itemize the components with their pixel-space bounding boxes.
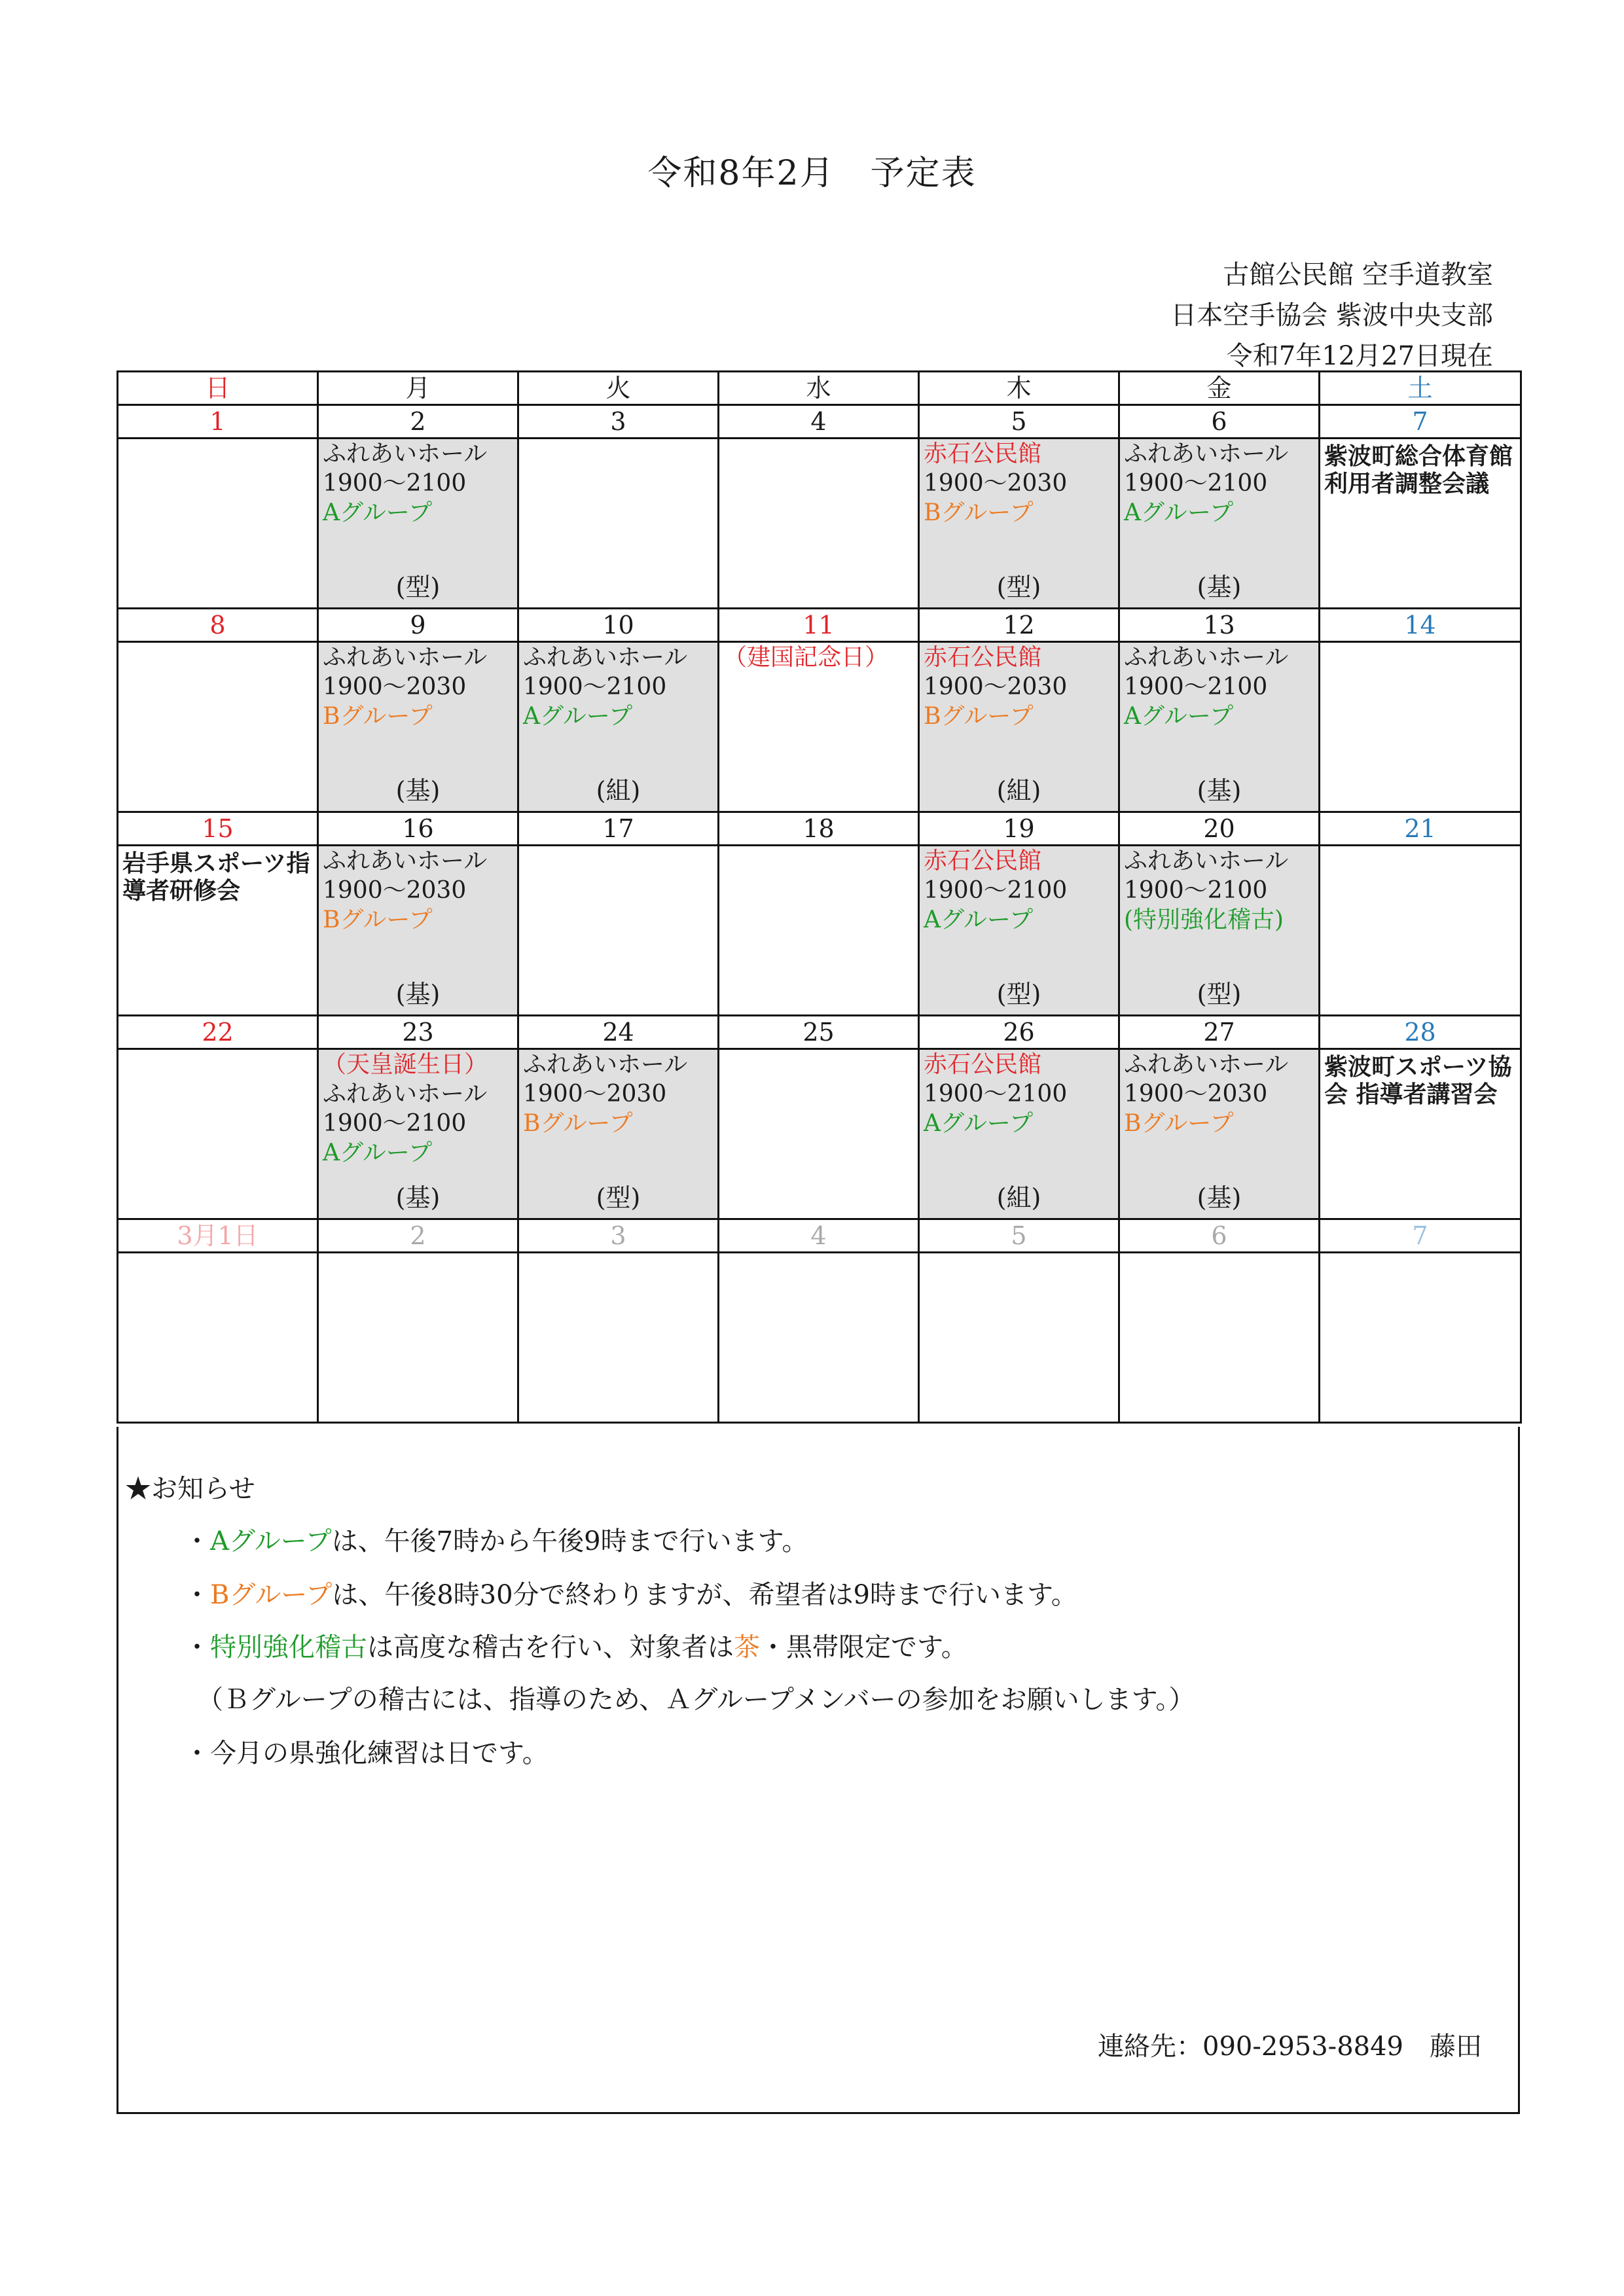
day-cell — [719, 642, 919, 812]
weekday-fri: 金 — [1119, 372, 1320, 405]
day-cell — [1119, 439, 1320, 609]
date-number: 13 — [1119, 609, 1320, 642]
holiday-entry — [719, 643, 918, 811]
practice-entry — [1120, 1050, 1318, 1218]
day-cell — [1119, 642, 1320, 812]
practice-group: Aグループ — [323, 499, 433, 526]
practice-place: ふれあいホール — [323, 644, 488, 671]
practice-time: 1900〜2100 — [523, 673, 667, 700]
as-of-date: 令和7年12月27日現在 — [1226, 341, 1493, 371]
practice-group: Bグループ — [1124, 1110, 1234, 1137]
practice-group: Aグループ — [1124, 499, 1234, 526]
practice-group: Bグループ — [924, 499, 1034, 526]
day-cell — [719, 1049, 919, 1219]
practice-entry — [319, 439, 517, 607]
weekday-wed: 水 — [719, 372, 919, 405]
practice-type: (型) — [996, 573, 1041, 601]
date-number: 19 — [919, 812, 1119, 846]
day-cell — [118, 1049, 318, 1219]
event-entry: 紫波町スポーツ協会 指導者講習会 — [1324, 1054, 1512, 1108]
day-cell — [1320, 846, 1521, 1016]
date-row — [118, 609, 1521, 642]
practice-entry — [1120, 439, 1318, 607]
practice-entry — [319, 846, 517, 1014]
weekday-tue: 火 — [518, 372, 719, 405]
practice-group: Aグループ — [924, 1110, 1034, 1137]
practice-entry — [920, 1050, 1118, 1218]
notice-group-b — [184, 1574, 1077, 1611]
day-cell — [318, 642, 518, 812]
day-cell — [719, 1253, 919, 1423]
practice-type: (基) — [395, 776, 441, 805]
holiday-name: （建国記念日） — [723, 644, 889, 671]
practice-place: ふれあいホール — [523, 1051, 688, 1078]
bullet: ・ — [184, 1580, 210, 1610]
practice-time: 1900〜2030 — [323, 673, 467, 700]
date-number: 5 — [919, 405, 1119, 439]
date-number: 21 — [1320, 812, 1521, 846]
day-cell — [919, 1049, 1119, 1219]
weekday-header-row — [118, 372, 1521, 405]
notice-text: は、午後7時から午後9時まで行います。 — [331, 1526, 808, 1556]
content-row — [118, 439, 1521, 609]
day-cell — [518, 439, 719, 609]
event-entry: 岩手県スポーツ指導者研修会 — [122, 850, 310, 905]
day-cell — [1119, 1049, 1320, 1219]
notice-text: は高度な稽古を行い、対象者は — [367, 1632, 734, 1662]
practice-time: 1900〜2100 — [323, 1110, 467, 1137]
practice-type: (基) — [395, 1183, 441, 1212]
practice-type: (基) — [395, 980, 441, 1009]
date-number: 11 — [719, 609, 919, 642]
date-number: 24 — [518, 1016, 719, 1049]
day-cell — [919, 846, 1119, 1016]
practice-time: 1900〜2030 — [924, 673, 1068, 700]
practice-entry — [519, 643, 717, 811]
notices-box — [117, 1427, 1520, 2114]
day-cell — [1320, 439, 1521, 609]
weekday-sun: 日 — [118, 372, 318, 405]
date-number: 3 — [518, 405, 719, 439]
day-cell — [318, 846, 518, 1016]
date-number: 14 — [1320, 609, 1521, 642]
date-number: 1 — [118, 405, 318, 439]
date-number: 10 — [518, 609, 719, 642]
date-number: 23 — [318, 1016, 518, 1049]
bullet: ・ — [184, 1526, 210, 1556]
event-entry: 紫波町総合体育館利用者調整会議 — [1324, 443, 1513, 497]
practice-place: ふれあいホール — [523, 644, 688, 671]
org-line-1: 古館公民館 空手道教室 — [1223, 260, 1493, 290]
date-number: 6 — [1119, 1219, 1320, 1253]
bullet: ・ — [184, 1632, 210, 1662]
day-cell — [318, 439, 518, 609]
day-cell — [518, 642, 719, 812]
date-number: 28 — [1320, 1016, 1521, 1049]
notice-group-a — [184, 1520, 808, 1558]
practice-place: 赤石公民館 — [924, 848, 1042, 874]
practice-place: ふれあいホール — [1124, 440, 1289, 467]
practice-type: (型) — [395, 573, 441, 601]
practice-type: (基) — [1197, 776, 1242, 805]
org-line-2: 日本空手協会 紫波中央支部 — [1170, 300, 1493, 331]
date-number: 3月1日 — [118, 1219, 318, 1253]
notice-text: は、午後8時30分で終わりますが、希望者は9時まで行います。 — [332, 1580, 1077, 1610]
practice-time: 1900〜2100 — [323, 470, 467, 497]
date-number: 9 — [318, 609, 518, 642]
day-cell — [518, 1253, 719, 1423]
date-row — [118, 1219, 1521, 1253]
date-number: 8 — [118, 609, 318, 642]
content-row — [118, 1049, 1521, 1219]
date-row — [118, 812, 1521, 846]
practice-group: Bグループ — [323, 703, 433, 730]
date-number: 16 — [318, 812, 518, 846]
practice-type: (型) — [996, 980, 1041, 1009]
weekday-mon: 月 — [318, 372, 518, 405]
date-row — [118, 405, 1521, 439]
date-number: 25 — [719, 1016, 919, 1049]
day-cell — [118, 846, 318, 1016]
day-cell — [1119, 1253, 1320, 1423]
practice-time: 1900〜2100 — [924, 877, 1068, 904]
practice-entry — [319, 1050, 517, 1218]
practice-place: ふれあいホール — [1124, 848, 1289, 874]
practice-place: 赤石公民館 — [924, 644, 1042, 671]
practice-group: Aグループ — [1124, 703, 1234, 730]
practice-place: ふれあいホール — [323, 440, 488, 467]
practice-time: 1900〜2100 — [1124, 877, 1268, 904]
practice-type: (組) — [596, 776, 641, 805]
content-row — [118, 1253, 1521, 1423]
practice-time: 1900〜2100 — [924, 1081, 1068, 1107]
day-cell — [1320, 1049, 1521, 1219]
practice-entry — [319, 643, 517, 811]
practice-type: (基) — [1197, 573, 1242, 601]
date-number: 6 — [1119, 405, 1320, 439]
date-number: 2 — [318, 405, 518, 439]
date-number: 5 — [919, 1219, 1119, 1253]
content-row — [118, 846, 1521, 1016]
practice-time: 1900〜2030 — [1124, 1081, 1268, 1107]
day-cell — [719, 439, 919, 609]
date-number: 12 — [919, 609, 1119, 642]
date-number: 2 — [318, 1219, 518, 1253]
date-number: 15 — [118, 812, 318, 846]
contact-info: 連絡先：090-2953-8849 藤田 — [1098, 2032, 1482, 2062]
practice-entry — [1120, 643, 1318, 811]
practice-time: 1900〜2030 — [523, 1081, 667, 1107]
date-number: 4 — [719, 405, 919, 439]
group-b-label: Bグループ — [210, 1580, 333, 1610]
practice-type: (組) — [996, 776, 1041, 805]
weekday-thu: 木 — [919, 372, 1119, 405]
practice-time: 1900〜2030 — [323, 877, 467, 904]
day-cell — [919, 439, 1119, 609]
practice-type: (型) — [1197, 980, 1242, 1009]
day-cell — [118, 439, 318, 609]
holiday-note: （天皇誕生日） — [323, 1051, 488, 1078]
day-cell — [318, 1253, 518, 1423]
calendar-table — [117, 370, 1522, 1424]
practice-type: (基) — [1197, 1183, 1242, 1212]
special-label: 特別強化稽古 — [210, 1632, 367, 1662]
notice-prefecture: ・今月の県強化練習は日です。 — [184, 1738, 549, 1768]
day-cell — [919, 642, 1119, 812]
practice-entry — [519, 1050, 717, 1218]
practice-entry — [1120, 846, 1318, 1014]
practice-entry — [920, 846, 1118, 1014]
date-number: 4 — [719, 1219, 919, 1253]
weekday-sat: 土 — [1320, 372, 1521, 405]
date-number: 3 — [518, 1219, 719, 1253]
practice-time: 1900〜2100 — [1124, 673, 1268, 700]
practice-group: Bグループ — [323, 906, 433, 933]
page-title: 令和8年2月 予定表 — [647, 154, 977, 193]
brown-belt-label: 茶 — [734, 1632, 760, 1662]
date-number: 7 — [1320, 405, 1521, 439]
notice-b-support: （Ｂグループの稽古には、指導のため、Ａグループメンバーの参加をお願いします。） — [197, 1685, 1195, 1715]
practice-time: 1900〜2100 — [1124, 470, 1268, 497]
day-cell — [118, 642, 318, 812]
day-cell — [118, 1253, 318, 1423]
practice-place: ふれあいホール — [1124, 1051, 1289, 1078]
day-cell — [518, 1049, 719, 1219]
day-cell — [1320, 642, 1521, 812]
practice-place: 赤石公民館 — [924, 440, 1042, 467]
practice-place: 赤石公民館 — [924, 1051, 1042, 1078]
practice-group: Bグループ — [523, 1110, 633, 1137]
date-number: 20 — [1119, 812, 1320, 846]
practice-place: ふれあいホール — [1124, 644, 1289, 671]
practice-group: Aグループ — [323, 1139, 433, 1166]
notices-heading: ★お知らせ — [125, 1474, 255, 1504]
day-cell — [919, 1253, 1119, 1423]
date-number: 18 — [719, 812, 919, 846]
content-row — [118, 642, 1521, 812]
group-a-label: Aグループ — [210, 1526, 332, 1556]
practice-place: ふれあいホール — [323, 848, 488, 874]
date-number: 27 — [1119, 1016, 1320, 1049]
day-cell — [719, 846, 919, 1016]
day-cell — [318, 1049, 518, 1219]
date-row — [118, 1016, 1521, 1049]
notice-special — [184, 1626, 967, 1664]
date-number: 7 — [1320, 1219, 1521, 1253]
date-number: 26 — [919, 1016, 1119, 1049]
practice-place: ふれあいホール — [323, 1081, 488, 1107]
practice-time: 1900〜2030 — [924, 470, 1068, 497]
day-cell — [518, 846, 719, 1016]
practice-entry — [920, 643, 1118, 811]
day-cell — [1119, 846, 1320, 1016]
day-cell — [1320, 1253, 1521, 1423]
date-number: 17 — [518, 812, 719, 846]
practice-group: Aグループ — [924, 906, 1034, 933]
practice-group: Aグループ — [523, 703, 633, 730]
notice-text: ・黒帯限定です。 — [760, 1632, 967, 1662]
date-number: 22 — [118, 1016, 318, 1049]
practice-group: Bグループ — [924, 703, 1034, 730]
practice-group: (特別強化稽古) — [1124, 906, 1284, 933]
practice-type: (組) — [996, 1183, 1041, 1212]
practice-entry — [920, 439, 1118, 607]
practice-type: (型) — [596, 1183, 641, 1212]
